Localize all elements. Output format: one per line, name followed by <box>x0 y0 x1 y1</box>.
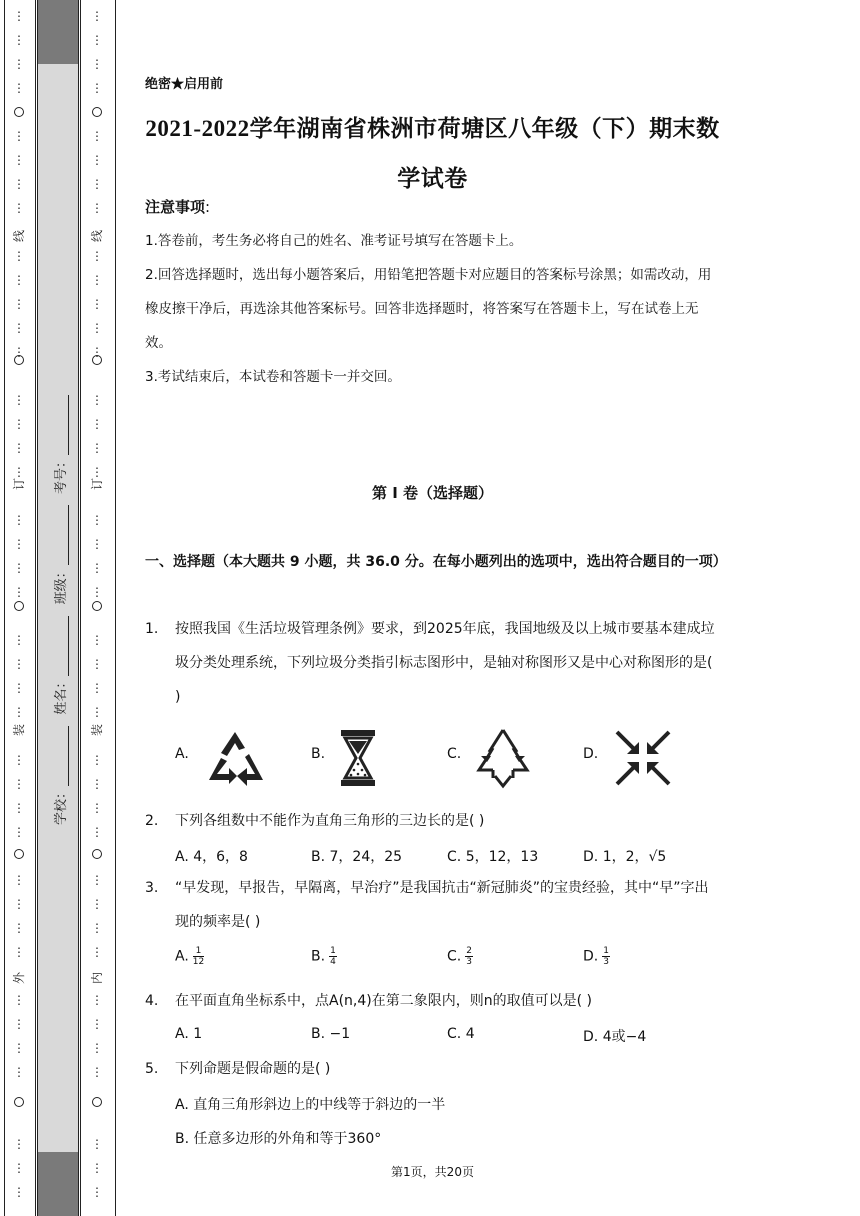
dotted-cut-line: ⋮ <box>13 201 25 215</box>
dotted-cut-line: ⋮ <box>13 945 25 959</box>
binding-char: 线 <box>12 230 26 243</box>
hourglass-icon <box>333 728 383 788</box>
option-d[interactable]: D. 4或−4 <box>583 1029 647 1045</box>
exam-number-field[interactable] <box>50 395 69 494</box>
binding-circle <box>14 849 24 859</box>
binding-char: 内 <box>90 972 104 985</box>
binding-char: 订 <box>90 478 104 491</box>
dotted-cut-line: ⋮ <box>13 825 25 839</box>
option-b[interactable]: B. $\frac{1}{4}$ <box>311 946 336 967</box>
binding-strip-outer <box>4 0 36 1216</box>
dotted-cut-line: ⋮ <box>91 81 103 95</box>
question-number: 5. <box>145 1061 159 1077</box>
dotted-cut-line: ⋮ <box>91 201 103 215</box>
dotted-cut-line: ⋮ <box>91 753 103 767</box>
dotted-cut-line: ⋮ <box>13 441 25 455</box>
dotted-cut-line: ⋮ <box>13 345 25 359</box>
option-c[interactable]: C. $\frac{2}{3}$ <box>447 946 472 967</box>
school-field[interactable] <box>50 726 69 825</box>
option-a[interactable]: A. 1 <box>175 1026 203 1042</box>
question-5 <box>145 1052 720 1086</box>
recycle-arrows-icon <box>473 726 533 790</box>
question-stem: “早发现，早报告，早隔离，早治疗”是我国抗击“新冠肺炎”的宝贵经验，其中“早”字出现的频率是( ) <box>175 880 709 930</box>
dotted-cut-line: ⋮ <box>13 993 25 1007</box>
dotted-cut-line: ⋮ <box>13 705 25 719</box>
dotted-cut-line: ⋮ <box>91 297 103 311</box>
dotted-cut-line: ⋮ <box>13 561 25 575</box>
question-number: 4. <box>145 993 159 1009</box>
notice-heading: 注意事项: <box>145 198 211 216</box>
dotted-cut-line: ⋮ <box>13 297 25 311</box>
page-title <box>145 104 720 204</box>
dotted-cut-line: ⋮ <box>91 33 103 47</box>
dotted-cut-line: ⋮ <box>13 81 25 95</box>
question-stem: 按照我国《生活垃圾管理条例》要求，到2025年底，我国地级及以上城市要基本建成垃圾分类处理系统，下列垃圾分类指引标志图形中，是轴对称图形又是中心对称图形的是( ) <box>175 621 715 705</box>
dotted-cut-line: ⋮ <box>91 633 103 647</box>
fraction: $\frac{1}{12}$ <box>192 946 205 967</box>
question-3 <box>145 871 720 939</box>
dotted-cut-line: ⋮ <box>13 1041 25 1055</box>
fraction: $\frac{1}{4}$ <box>330 946 336 967</box>
section-title: 一、选择题（本大题共 9 小题，共 36.0 分。在每小题列出的选项中，选出符合题目的一项） <box>145 554 727 570</box>
question-1-options <box>175 728 720 792</box>
dotted-cut-line: ⋮ <box>91 393 103 407</box>
binding-circle <box>14 355 24 365</box>
dotted-cut-line: ⋮ <box>91 177 103 191</box>
dotted-cut-line: ⋮ <box>91 657 103 671</box>
dotted-cut-line: ⋮ <box>13 1017 25 1031</box>
question-number: 2. <box>145 813 159 829</box>
dotted-cut-line: ⋮ <box>13 1137 25 1151</box>
question-1 <box>145 612 720 714</box>
gray-cap-top <box>38 0 78 64</box>
dotted-cut-line: ⋮ <box>13 1065 25 1079</box>
class-label: 班级： <box>54 565 69 605</box>
dotted-cut-line: ⋮ <box>91 9 103 23</box>
dotted-cut-line: ⋮ <box>91 153 103 167</box>
dotted-cut-line: ⋮ <box>91 417 103 431</box>
dotted-cut-line: ⋮ <box>91 1137 103 1151</box>
notice-item-2: 2.回答选择题时，选出每小题答案后，用铅笔把答题卡对应题目的答案标号涂黑；如需改动，用橡皮擦干净后，再选涂其他答案标号。回答非选择题时，将答案写在答题卡上，写在试卷上无效。 <box>145 267 712 351</box>
dotted-cut-line: ⋮ <box>13 177 25 191</box>
binding-circle <box>14 107 24 117</box>
question-number: 1. <box>145 621 159 637</box>
option-b[interactable]: B. 7，24，25 <box>311 849 403 865</box>
option-b[interactable]: B. −1 <box>311 1026 351 1042</box>
dotted-cut-line: ⋮ <box>13 657 25 671</box>
dotted-cut-line: ⋮ <box>91 513 103 527</box>
question-stem: 下列各组数中不能作为直角三角形的三边长的是( ) <box>175 813 485 829</box>
exam-number-label: 考号： <box>54 455 69 495</box>
binding-char: 装 <box>90 724 104 737</box>
part-title: 第 I 卷（选择题） <box>371 484 494 502</box>
question-4 <box>145 984 720 1018</box>
notice-item-3: 3.考试结束后，本试卷和答题卡一并交回。 <box>145 369 401 385</box>
dotted-cut-line: ⋮ <box>13 321 25 335</box>
dotted-cut-line: ⋮ <box>91 249 103 263</box>
dotted-cut-line: ⋮ <box>91 345 103 359</box>
binding-circle <box>92 601 102 611</box>
binding-circle <box>14 601 24 611</box>
dotted-cut-line: ⋮ <box>91 873 103 887</box>
option-b[interactable]: B. <box>311 746 326 762</box>
option-a[interactable]: A. $\frac{1}{12}$ <box>175 946 205 967</box>
dotted-cut-line: ⋮ <box>91 537 103 551</box>
option-d[interactable]: D. <box>583 746 599 762</box>
gray-cap-bottom <box>38 1152 78 1216</box>
dotted-cut-line: ⋮ <box>91 1161 103 1175</box>
dotted-cut-line: ⋮ <box>91 945 103 959</box>
dotted-cut-line: ⋮ <box>13 393 25 407</box>
dotted-cut-line: ⋮ <box>13 33 25 47</box>
dotted-cut-line: ⋮ <box>91 465 103 479</box>
question-number: 3. <box>145 880 159 896</box>
title-line-2: 学试卷 <box>397 166 468 191</box>
dotted-cut-line: ⋮ <box>91 321 103 335</box>
binding-char: 订 <box>12 478 26 491</box>
option-d[interactable]: D. $\frac{1}{3}$ <box>583 946 609 967</box>
dotted-cut-line: ⋮ <box>91 777 103 791</box>
binding-strip-inner <box>80 0 116 1216</box>
dotted-cut-line: ⋮ <box>91 897 103 911</box>
binding-circle <box>14 1097 24 1107</box>
dotted-cut-line: ⋮ <box>13 921 25 935</box>
dotted-cut-line: ⋮ <box>91 825 103 839</box>
dotted-cut-line: ⋮ <box>13 681 25 695</box>
binding-char: 装 <box>12 724 26 737</box>
dotted-cut-line: ⋮ <box>13 801 25 815</box>
dotted-cut-line: ⋮ <box>13 417 25 431</box>
dotted-cut-line: ⋮ <box>13 129 25 143</box>
name-label: 姓名： <box>54 675 69 715</box>
dotted-cut-line: ⋮ <box>91 129 103 143</box>
dotted-cut-line: ⋮ <box>91 1041 103 1055</box>
dotted-cut-line: ⋮ <box>91 705 103 719</box>
question-2 <box>145 804 720 838</box>
binding-char: 外 <box>12 972 26 985</box>
binding-circle <box>92 849 102 859</box>
option-c[interactable]: C. 5，12，13 <box>447 849 539 865</box>
binding-circle <box>92 1097 102 1107</box>
dotted-cut-line: ⋮ <box>91 681 103 695</box>
dotted-cut-line: ⋮ <box>13 513 25 527</box>
option-c[interactable]: C. 4 <box>447 1026 475 1042</box>
dotted-cut-line: ⋮ <box>13 465 25 479</box>
dotted-cut-line: ⋮ <box>91 441 103 455</box>
dotted-cut-line: ⋮ <box>13 585 25 599</box>
dotted-cut-line: ⋮ <box>13 537 25 551</box>
student-info-fields <box>37 395 79 825</box>
fraction: $\frac{1}{3}$ <box>603 946 609 967</box>
binding-char: 线 <box>90 230 104 243</box>
dotted-cut-line: ⋮ <box>91 921 103 935</box>
binding-circle <box>92 355 102 365</box>
secret-label: 绝密★启用前 <box>145 77 224 92</box>
dotted-cut-line: ⋮ <box>91 993 103 1007</box>
dotted-cut-line: ⋮ <box>91 1065 103 1079</box>
inward-arrows-icon <box>613 728 673 788</box>
fraction: $\frac{2}{3}$ <box>466 946 472 967</box>
school-label: 学校： <box>54 785 69 825</box>
dotted-cut-line: ⋮ <box>91 57 103 71</box>
dotted-cut-line: ⋮ <box>13 57 25 71</box>
dotted-cut-line: ⋮ <box>91 585 103 599</box>
notice-item-1: 1.答卷前，考生务必将自己的姓名、准考证号填写在答题卡上。 <box>145 233 523 249</box>
question-stem: 下列命题是假命题的是( ) <box>175 1061 331 1077</box>
option-d[interactable]: D. 1，2，√5 <box>583 849 667 865</box>
dotted-cut-line: ⋮ <box>91 1017 103 1031</box>
binding-circle <box>92 107 102 117</box>
dotted-cut-line: ⋮ <box>91 1185 103 1199</box>
dotted-cut-line: ⋮ <box>13 153 25 167</box>
option-a[interactable]: A. 4，6，8 <box>175 849 248 865</box>
dotted-cut-line: ⋮ <box>13 1185 25 1199</box>
question-stem: 在平面直角坐标系中，点A(n,4)在第二象限内，则n的取值可以是( ) <box>175 993 592 1009</box>
recycle-triangle-icon <box>203 728 267 788</box>
dotted-cut-line: ⋮ <box>13 273 25 287</box>
name-field[interactable] <box>50 616 69 715</box>
dotted-cut-line: ⋮ <box>91 561 103 575</box>
dotted-cut-line: ⋮ <box>13 777 25 791</box>
dotted-cut-line: ⋮ <box>13 9 25 23</box>
dotted-cut-line: ⋮ <box>13 633 25 647</box>
title-line-1: 2021-2022学年湖南省株洲市荷塘区八年级（下）期末数 <box>145 116 720 141</box>
dotted-cut-line: ⋮ <box>13 249 25 263</box>
dotted-cut-line: ⋮ <box>13 753 25 767</box>
option-c[interactable]: C. <box>447 746 462 762</box>
option-a[interactable]: A. <box>175 746 189 762</box>
dotted-cut-line: ⋮ <box>13 873 25 887</box>
dotted-cut-line: ⋮ <box>13 1161 25 1175</box>
class-field[interactable] <box>50 505 69 604</box>
dotted-cut-line: ⋮ <box>91 273 103 287</box>
page-footer: 第1页，共20页 <box>391 1165 474 1179</box>
dotted-cut-line: ⋮ <box>13 897 25 911</box>
dotted-cut-line: ⋮ <box>91 801 103 815</box>
